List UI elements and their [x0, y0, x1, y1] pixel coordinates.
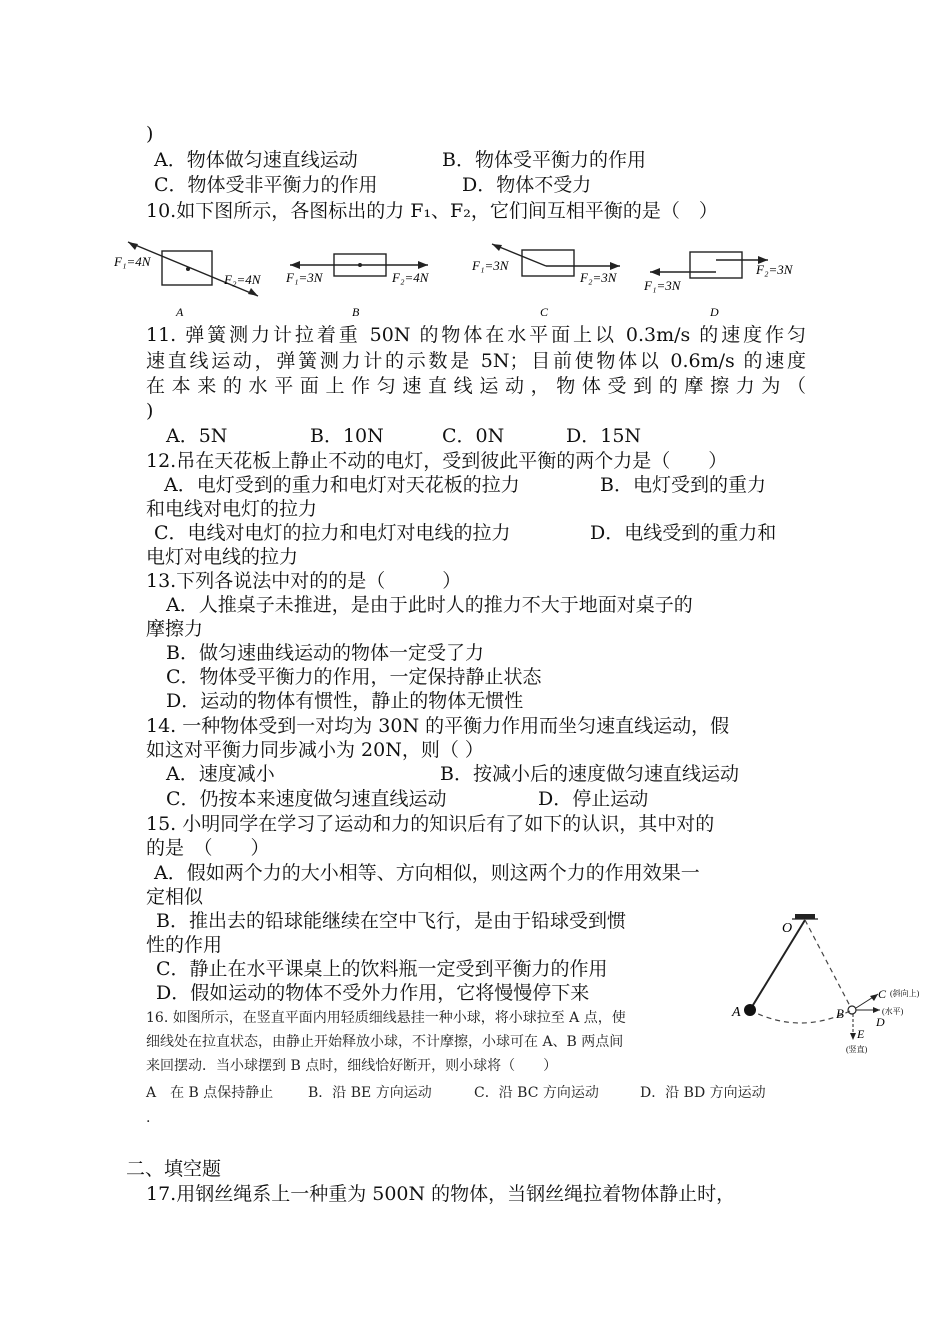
- q16-option-a: A 在 B 点保持静止: [146, 1085, 274, 1101]
- q16-label-e-note: (竖直): [846, 1045, 868, 1054]
- q10-figure-d: [643, 252, 794, 316]
- q10-force-diagrams: [110, 236, 800, 316]
- q9-option-c: C．物体受非平衡力的作用: [154, 174, 378, 196]
- q16-label-c: C: [878, 987, 887, 1001]
- q12-option-b: B．电灯受到的重力: [600, 474, 766, 496]
- q10-c-f2: F₂=3N: [580, 270, 617, 285]
- q10-c-letter: C: [540, 305, 549, 316]
- q13-option-b: B．做匀速曲线运动的物体一定受了力: [166, 642, 484, 664]
- q12-option-b-cont: 和电线对电灯的拉力: [146, 498, 318, 520]
- q15-option-a: A．假如两个力的大小相等、方向相似，则这两个力的作用效果一: [154, 862, 700, 884]
- q12-option-a: A．电灯受到的重力和电灯对天花板的拉力: [164, 474, 520, 496]
- section-2-title: 二、填空题: [126, 1158, 222, 1180]
- q11-line-3: 在本来的水平面上作匀速直线运动，物体受到的摩擦力为（: [146, 375, 806, 397]
- q11-line-1: 11. 弹簧测力计拉着重 50N 的物体在水平面上以 0.3m/s 的速度作匀: [146, 324, 806, 346]
- q16-line-2: 细线处在拉直状态，由静止开始释放小球，不计摩擦，小球可在 A、B 两点间: [146, 1034, 624, 1050]
- q17-line-1: 17.用钢丝绳系上一种重为 500N 的物体，当钢丝绳拉着物体静止时，: [146, 1183, 736, 1205]
- q10-figure-b: [285, 254, 430, 316]
- q15-option-a-cont: 定相似: [146, 886, 204, 908]
- q10-figure-a: [113, 242, 262, 316]
- q10-stem: 10.如下图所示，各图标出的力 F₁、F₂，它们间互相平衡的是（ ）: [146, 200, 718, 222]
- q11-option-d: D．15N: [566, 425, 642, 447]
- q11-option-b: B．10N: [310, 425, 384, 447]
- q9-paren: ): [146, 123, 154, 145]
- q9-option-d: D．物体不受力: [462, 174, 592, 196]
- q16-line-1: 16. 如图所示，在竖直平面内用轻质细线悬挂一种小球，将小球拉至 A 点，使: [146, 1010, 626, 1026]
- q16-label-e: E: [857, 1027, 865, 1041]
- q9-option-b: B．物体受平衡力的作用: [442, 149, 646, 171]
- q10-d-f2: F₂=3N: [756, 262, 793, 277]
- q13-stem: 13.下列各说法中对的的是（ ）: [146, 570, 462, 592]
- q16-label-c-note: (斜向上): [890, 989, 920, 998]
- q13-option-a-cont: 摩擦力: [146, 618, 204, 640]
- q16-trailing-dot: .: [146, 1110, 151, 1126]
- q16-option-c: C．沿 BC 方向运动: [474, 1085, 599, 1101]
- q10-d-letter: D: [710, 305, 719, 316]
- q10-b-f2: F₂=4N: [392, 270, 429, 285]
- q15-line-1: 15. 小明同学在学习了运动和力的知识后有了如下的认识，其中对的: [146, 813, 715, 835]
- q10-a-letter: A: [176, 305, 184, 316]
- q10-figure-c: [471, 244, 620, 316]
- q10-b-letter: B: [352, 305, 360, 316]
- q14-line-1: 14. 一种物体受到一对均为 30N 的平衡力作用而坐匀速直线运动，假: [146, 715, 730, 737]
- q14-option-a: A．速度减小: [166, 763, 275, 785]
- q11-option-c: C．0N: [442, 425, 505, 447]
- q16-label-d: D: [876, 1015, 885, 1029]
- q12-stem: 12.吊在天花板上静止不动的电灯，受到彼此平衡的两个力是（ ）: [146, 450, 728, 472]
- q14-option-c: C．仍按本来速度做匀速直线运动: [166, 788, 447, 810]
- q10-d-f1: F₁=3N: [644, 278, 681, 293]
- q13-option-a: A．人推桌子未推进，是由于此时人的推力不大于地面对桌子的: [166, 594, 693, 616]
- q15-option-b: B．推出去的铅球能继续在空中飞行，是由于铅球受到惯: [156, 910, 626, 932]
- q16-label-a: A: [732, 1005, 741, 1020]
- q12-option-d: D．电线受到的重力和: [590, 522, 777, 544]
- q11-line-2: 速直线运动，弹簧测力计的示数是 5N；目前使物体以 0.6m/s 的速度: [146, 350, 806, 372]
- q15-line-2: 的是 （ ）: [146, 837, 270, 859]
- q13-option-d: D．运动的物体有惯性，静止的物体无惯性: [166, 690, 524, 712]
- q16-label-o: O: [782, 921, 793, 936]
- q14-option-b: B．按减小后的速度做匀速直线运动: [440, 763, 739, 785]
- q16-label-b: B: [836, 1006, 844, 1021]
- q10-a-f2: F₂=4N: [224, 272, 261, 287]
- q11-option-a: A．5N: [166, 425, 228, 447]
- q12-option-c: C．电线对电灯的拉力和电灯对电线的拉力: [154, 522, 511, 544]
- q10-c-f1: F₁=3N: [472, 258, 509, 273]
- q10-a-f1: F₁=4N: [114, 254, 151, 269]
- q9-option-a: A．物体做匀速直线运动: [154, 149, 358, 171]
- q14-line-2: 如这对平衡力同步减小为 20N，则（ ）: [146, 739, 484, 761]
- q12-option-d-cont: 电灯对电线的拉力: [146, 546, 299, 568]
- q11-line-4: ): [146, 400, 154, 422]
- q16-option-b: B．沿 BE 方向运动: [308, 1085, 432, 1101]
- q10-b-f1: F₁=3N: [286, 270, 323, 285]
- q15-option-c: C．静止在水平课桌上的饮料瓶一定受到平衡力的作用: [156, 958, 608, 980]
- q16-label-d-note: (水平): [882, 1007, 904, 1016]
- q15-option-b-cont: 性的作用: [146, 934, 223, 956]
- q14-option-d: D．停止运动: [538, 788, 649, 810]
- q16-pendulum-figure: [730, 906, 920, 1066]
- q16-option-d: D．沿 BD 方向运动: [640, 1085, 766, 1101]
- q13-option-c: C．物体受平衡力的作用，一定保持静止状态: [166, 666, 542, 688]
- q15-option-d: D．假如运动的物体不受外力作用，它将慢慢停下来: [156, 982, 590, 1004]
- q16-line-3: 来回摆动．当小球摆到 B 点时，细线恰好断开，则小球将（ ）: [146, 1058, 558, 1074]
